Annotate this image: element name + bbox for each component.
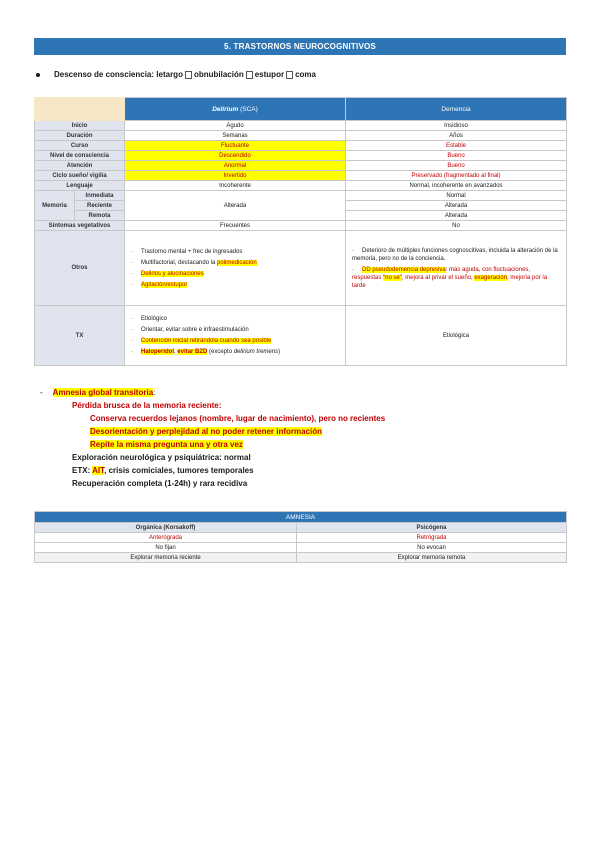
table-row: Lenguaje Incoherente Normal, incoherente en avanzados [35,181,567,191]
amnesia-title-line: - Amnesia global transitoria: [40,388,156,397]
table-row: Nivel de consciencia Descendido Bueno [35,151,567,161]
table-row: Ciclo sueño/ vigilia Invertido Preservado (fragmentado al final) [35,171,567,181]
amnesia-table: AMNESIA Orgánica (Korsakoff) Psicógena Anterógrada Retrógrada No fijan No evocan Explorar memoria reciente Explorar memoria remota [34,511,567,563]
arrow-placeholder-icon [286,71,293,79]
tx-delirium: · Etiológico · Orientar, evitar sobre e infraestimulación · Contención inicial retirándola cuando sea posible · Haloperidol, evitar BZD (excepto delirium tremens) [125,306,346,366]
table-row: Memoria Inmediata Alterada Normal [35,191,567,201]
table-row: Remota Alterada [35,211,567,221]
amnesia-table-title: AMNESIA [35,512,567,523]
consciousness-bullet [36,70,316,79]
table-row: Síntomas vegetativos Frecuentes No [35,221,567,231]
table-row: No fijan No evocan [35,543,567,553]
table-row: Inicio Agudo Insidioso [35,121,567,131]
amnesia-global-section: - Amnesia global transitoria: Pérdida brusca de la memoria reciente: Conserva recuerdos lejanos (nombre, lugar de nacimiento), pero no recientes Desorientación y perplejidad al no poder retener información Repite la misma pregunta una y otra vez Exploración neurológica y psiquiátrica: normal ETX: AIT, crisis comiciales, tumores temporales Recuperación completa (1-24h) y rara recidiva [40,388,386,488]
bullet-icon [36,73,40,77]
table-row-otros: Otros · Trastorno mental + frec de ingresados · Multifactorial, destacando la polimedicación · Delirios y alucinaciones · Agitación/estupor · Deterioro de múltiples funciones cognoscitivas, incluida la alteración de la memoria, pero no de la conciencia. · DD pseudodemencia depresiva: más aguda, con fluctuaciones, respuestas "no sé", mejora al privar el sueño, exageración, mejoría por la tarde [35,231,567,306]
table-row: Anterógrada Retrógrada [35,533,567,543]
header-empty [35,98,125,121]
stage-1: letargo [156,70,183,79]
table-row: Explorar memoria reciente Explorar memoria remota [35,553,567,563]
consciousness-label: Descenso de consciencia: [54,70,155,79]
table-row: Reciente Alterada [35,201,567,211]
delirium-dementia-table [34,97,567,366]
memoria-label: Memoria [35,191,75,221]
arrow-placeholder-icon [185,71,192,79]
otros-demencia: · Deterioro de múltiples funciones cognoscitivas, incluida la alteración de la memoria, pero no de la conciencia. · DD pseudodemencia depresiva: más aguda, con fluctuaciones, respuestas "no sé", mejora al privar el sueño, exageración, mejoría por la tarde [346,231,567,306]
stage-2: obnubilación [193,70,244,79]
table-row: Duración Semanas Años [35,131,567,141]
otros-delirium: · Trastorno mental + frec de ingresados · Multifactorial, destacando la polimedicación · Delirios y alucinaciones · Agitación/estupor [125,231,346,306]
stage-4: coma [295,70,316,79]
header-delirium: Delirium (SCA) [125,98,346,121]
section-title: 5. TRASTORNOS NEUROCOGNITIVOS [34,38,566,55]
arrow-placeholder-icon [246,71,253,79]
table-row: Curso Fluctuante Estable [35,141,567,151]
table-row-tx: TX · Etiológico · Orientar, evitar sobre e infraestimulación · Contención inicial retirándola cuando sea posible · Haloperidol, evitar BZD (excepto delirium tremens) Etiológica [35,306,567,366]
table-row: Atención Anormal Bueno [35,161,567,171]
stage-3: estupor [254,70,285,79]
header-demencia: Demencia [346,98,567,121]
